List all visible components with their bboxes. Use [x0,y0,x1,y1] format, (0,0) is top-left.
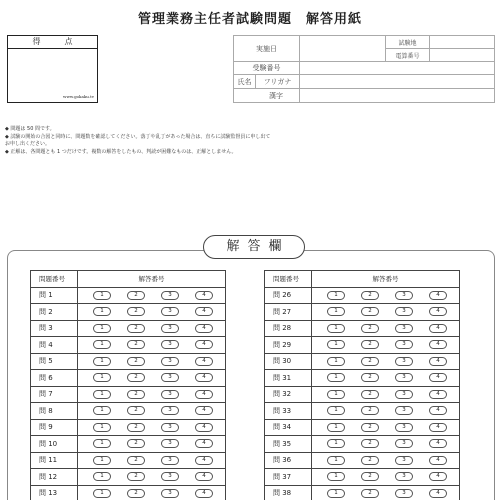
choice-bubble[interactable]: 4 [195,324,213,333]
question-number: 問 31 [265,370,312,387]
question-number: 問 1 [31,287,78,304]
answer-row [265,419,460,436]
answer-choices [312,403,460,420]
choice-bubble[interactable]: 1 [93,423,111,432]
answer-choices [312,370,460,387]
answer-row [31,337,226,354]
phone-label: 電算番号 [386,49,430,62]
answer-row [31,436,226,453]
choice-bubble[interactable]: 3 [161,439,179,448]
answer-choices [78,419,226,436]
choice-bubble[interactable]: 3 [161,340,179,349]
choice-bubble[interactable]: 1 [327,373,345,382]
choice-bubble[interactable]: 2 [361,439,379,448]
question-number: 問 8 [31,403,78,420]
choice-bubble[interactable]: 2 [361,423,379,432]
choice-bubble[interactable]: 4 [195,406,213,415]
answer-row [265,386,460,403]
answer-panel-title: 解答欄 [203,235,305,259]
choice-bubble[interactable]: 2 [361,406,379,415]
choice-bubble[interactable]: 2 [127,472,145,481]
question-number: 問 5 [31,353,78,370]
choice-bubble[interactable]: 4 [429,456,447,465]
question-number: 問 30 [265,353,312,370]
score-box [7,35,98,103]
choice-bubble[interactable]: 4 [429,472,447,481]
answer-choices [78,403,226,420]
col-answer-header: 解答番号 [78,271,226,288]
question-number: 問 27 [265,304,312,321]
answer-row [265,304,460,321]
choice-bubble[interactable]: 2 [361,489,379,498]
choice-bubble[interactable]: 1 [93,291,111,300]
answer-choices [78,337,226,354]
choice-bubble[interactable]: 2 [361,340,379,349]
choice-group [312,456,459,465]
choice-bubble[interactable]: 4 [195,340,213,349]
score-label: 得 点 [8,36,97,49]
choice-group [312,340,459,349]
examno-label: 受験番号 [234,62,300,75]
choice-bubble[interactable]: 1 [327,406,345,415]
choice-bubble[interactable]: 4 [429,489,447,498]
question-number: 問 12 [31,469,78,486]
choice-bubble[interactable]: 2 [361,291,379,300]
choice-group [78,324,225,333]
choice-bubble[interactable]: 4 [195,439,213,448]
answer-choices [312,386,460,403]
answer-choices [78,304,226,321]
answer-choices [78,485,226,500]
choice-bubble[interactable]: 3 [161,373,179,382]
choice-bubble[interactable]: 1 [327,340,345,349]
question-number: 問 3 [31,320,78,337]
answer-row [31,287,226,304]
answer-row [31,485,226,500]
venue-field[interactable] [430,36,495,49]
question-number: 問 26 [265,287,312,304]
choice-bubble[interactable]: 2 [127,373,145,382]
date-field[interactable] [300,36,386,62]
choice-group [78,357,225,366]
answer-row [265,337,460,354]
question-number: 問 11 [31,452,78,469]
answer-row [265,287,460,304]
choice-group [312,357,459,366]
choice-bubble[interactable]: 1 [93,357,111,366]
question-number: 問 36 [265,452,312,469]
site-url: www.gokaku.tv [63,94,94,99]
answer-choices [312,287,460,304]
kanji-field[interactable] [300,89,495,103]
question-number: 問 4 [31,337,78,354]
choice-bubble[interactable]: 1 [93,456,111,465]
choice-bubble[interactable]: 2 [127,423,145,432]
choice-bubble[interactable]: 2 [361,456,379,465]
choice-group [78,439,225,448]
choice-bubble[interactable]: 4 [195,357,213,366]
choice-bubble[interactable]: 4 [195,390,213,399]
choice-bubble[interactable]: 3 [161,423,179,432]
choice-bubble[interactable]: 4 [195,472,213,481]
choice-bubble[interactable]: 1 [327,439,345,448]
choice-bubble[interactable]: 1 [327,307,345,316]
choice-group [78,390,225,399]
choice-bubble[interactable]: 1 [93,406,111,415]
question-number: 問 34 [265,419,312,436]
answer-table-right [264,270,460,500]
examno-field[interactable] [300,62,495,75]
choice-bubble[interactable]: 4 [429,291,447,300]
examinee-info-table [233,35,495,103]
choice-group [78,340,225,349]
answer-choices [78,370,226,387]
choice-bubble[interactable]: 1 [93,307,111,316]
name-label-cell [234,75,300,89]
choice-bubble[interactable]: 2 [127,489,145,498]
choice-group [78,307,225,316]
choice-group [312,406,459,415]
choice-bubble[interactable]: 3 [161,357,179,366]
choice-bubble[interactable]: 2 [361,373,379,382]
answer-row [31,304,226,321]
question-number: 問 35 [265,436,312,453]
choice-group [312,423,459,432]
choice-bubble[interactable]: 1 [93,373,111,382]
choice-bubble[interactable]: 2 [127,390,145,399]
question-number: 問 32 [265,386,312,403]
answer-choices [78,386,226,403]
choice-bubble[interactable]: 2 [127,307,145,316]
choice-bubble[interactable]: 4 [429,406,447,415]
choice-group [312,472,459,481]
choice-bubble[interactable]: 2 [127,406,145,415]
choice-bubble[interactable]: 4 [195,456,213,465]
choice-bubble[interactable]: 4 [195,423,213,432]
answer-choices [78,469,226,486]
question-number: 問 2 [31,304,78,321]
choice-bubble[interactable]: 3 [161,489,179,498]
question-number: 問 33 [265,403,312,420]
answer-choices [312,353,460,370]
choice-bubble[interactable]: 4 [195,373,213,382]
choice-group [312,324,459,333]
choice-bubble[interactable]: 3 [395,373,413,382]
answer-row [31,353,226,370]
note-item: ◆ 正解は、各問題とも 1 つだけです。複数の解答をしたもの、判読が困難なものは、正解としません。 [5,148,237,155]
answer-row [265,370,460,387]
choice-group [312,439,459,448]
answer-choices [312,469,460,486]
col-answer-header: 解答番号 [312,271,460,288]
choice-bubble[interactable]: 4 [429,340,447,349]
note-item: ◆ 試験の開始の合図と同時に、問題数を確認してください。落丁や乱丁があった場合は、直ちに試験監督員に申し出てお申し出ください。 [5,133,271,147]
answer-choices [312,485,460,500]
answer-choices [78,436,226,453]
choice-bubble[interactable]: 3 [395,357,413,366]
question-number: 問 28 [265,320,312,337]
answer-row [265,469,460,486]
choice-bubble[interactable]: 3 [395,489,413,498]
choice-bubble[interactable]: 2 [127,439,145,448]
choice-bubble[interactable]: 4 [429,357,447,366]
choice-bubble[interactable]: 3 [395,423,413,432]
name-label: 氏名 [234,75,256,88]
question-number: 問 38 [265,485,312,500]
choice-bubble[interactable]: 4 [429,390,447,399]
question-number: 問 37 [265,469,312,486]
choice-group [78,373,225,382]
choice-bubble[interactable]: 4 [429,307,447,316]
answer-row [31,403,226,420]
choice-bubble[interactable]: 3 [395,456,413,465]
choice-bubble[interactable]: 2 [361,472,379,481]
date-label: 実施日 [234,36,300,62]
choice-bubble[interactable]: 1 [327,291,345,300]
choice-bubble[interactable]: 3 [161,291,179,300]
col-question-header: 問題番号 [31,271,78,288]
answer-choices [312,419,460,436]
choice-bubble[interactable]: 3 [395,439,413,448]
choice-bubble[interactable]: 3 [161,472,179,481]
kanji-label: 漢字 [234,89,300,103]
note-item: ◆ 問題は 50 問です。 [5,126,55,132]
choice-bubble[interactable]: 1 [93,340,111,349]
choice-bubble[interactable]: 1 [327,423,345,432]
question-number: 問 10 [31,436,78,453]
choice-group [78,406,225,415]
choice-bubble[interactable]: 4 [429,324,447,333]
choice-bubble[interactable]: 3 [161,324,179,333]
choice-bubble[interactable]: 1 [327,472,345,481]
answer-choices [312,337,460,354]
furigana-label: フリガナ [263,77,292,86]
choice-bubble[interactable]: 2 [127,324,145,333]
choice-bubble[interactable]: 2 [361,307,379,316]
choice-group [78,291,225,300]
choice-bubble[interactable]: 2 [361,390,379,399]
choice-bubble[interactable]: 1 [327,324,345,333]
answer-choices [312,304,460,321]
answer-row [265,485,460,500]
answer-choices [78,353,226,370]
question-number: 問 9 [31,419,78,436]
answer-row [31,469,226,486]
choice-bubble[interactable]: 1 [327,357,345,366]
question-number: 問 13 [31,485,78,500]
choice-bubble[interactable]: 4 [429,423,447,432]
choice-bubble[interactable]: 1 [327,489,345,498]
choice-bubble[interactable]: 3 [161,307,179,316]
choice-bubble[interactable]: 4 [195,307,213,316]
answer-choices [312,320,460,337]
choice-group [312,291,459,300]
question-number: 問 29 [265,337,312,354]
choice-group [312,390,459,399]
choice-bubble[interactable]: 2 [361,324,379,333]
choice-bubble[interactable]: 2 [127,291,145,300]
choice-group [78,472,225,481]
answer-row [31,452,226,469]
choice-bubble[interactable]: 1 [93,390,111,399]
choice-group [78,423,225,432]
choice-bubble[interactable]: 4 [429,439,447,448]
choice-bubble[interactable]: 1 [93,489,111,498]
choice-bubble[interactable]: 1 [93,439,111,448]
answer-choices [78,287,226,304]
answer-table-left [30,270,226,500]
choice-group [78,456,225,465]
instructions [5,126,275,156]
choice-group [312,307,459,316]
answer-row [265,452,460,469]
question-number: 問 7 [31,386,78,403]
choice-bubble[interactable]: 4 [429,373,447,382]
choice-bubble[interactable]: 3 [395,307,413,316]
choice-bubble[interactable]: 3 [161,456,179,465]
choice-bubble[interactable]: 2 [127,456,145,465]
col-question-header: 問題番号 [265,271,312,288]
answer-row [31,386,226,403]
choice-bubble[interactable]: 3 [395,472,413,481]
answer-row [31,419,226,436]
choice-bubble[interactable]: 1 [327,390,345,399]
choice-bubble[interactable]: 3 [395,340,413,349]
answer-row [31,320,226,337]
venue-label: 試験地 [386,36,430,49]
phone-field[interactable] [430,49,495,62]
choice-group [312,489,459,498]
choice-bubble[interactable]: 2 [127,357,145,366]
choice-bubble[interactable]: 3 [395,324,413,333]
choice-bubble[interactable]: 4 [195,291,213,300]
choice-bubble[interactable]: 3 [395,291,413,300]
question-number: 問 6 [31,370,78,387]
choice-bubble[interactable]: 2 [361,357,379,366]
choice-bubble[interactable]: 1 [327,456,345,465]
choice-bubble[interactable]: 2 [127,340,145,349]
answer-row [265,320,460,337]
answer-row [265,403,460,420]
answer-choices [312,436,460,453]
choice-bubble[interactable]: 3 [161,406,179,415]
choice-bubble[interactable]: 4 [195,489,213,498]
choice-group [312,373,459,382]
answer-choices [312,452,460,469]
choice-bubble[interactable]: 3 [395,390,413,399]
choice-group [78,489,225,498]
answer-row [265,436,460,453]
choice-bubble[interactable]: 1 [93,472,111,481]
answer-row [265,353,460,370]
answer-choices [78,320,226,337]
furigana-field[interactable] [300,75,495,89]
choice-bubble[interactable]: 1 [93,324,111,333]
answer-choices [78,452,226,469]
answer-row [31,370,226,387]
page-title: 管理業務主任者試験問題 解答用紙 [137,12,362,27]
choice-bubble[interactable]: 3 [161,390,179,399]
choice-bubble[interactable]: 3 [395,406,413,415]
